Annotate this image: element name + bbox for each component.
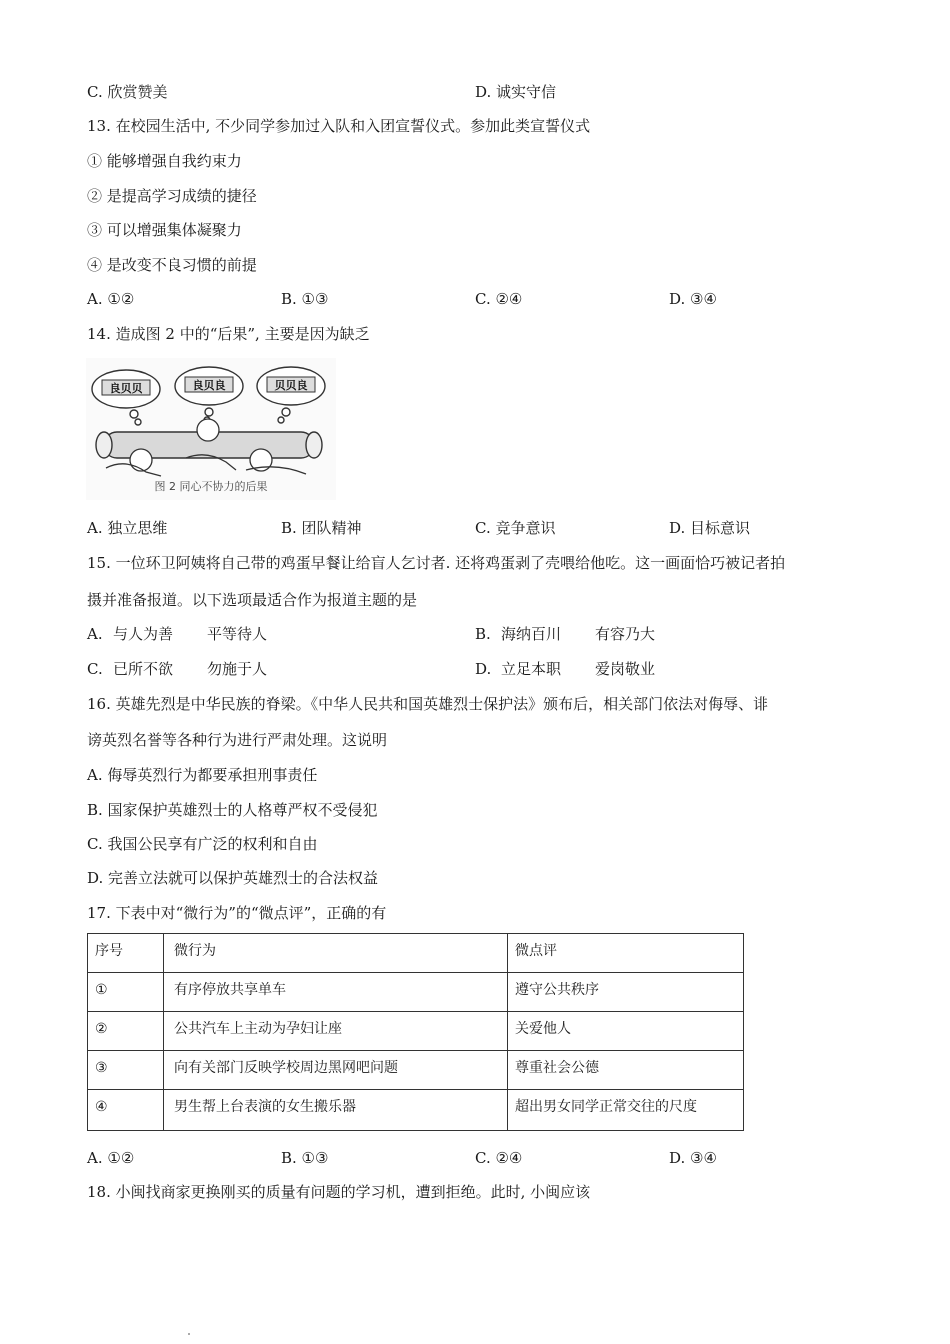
option-key: C.	[87, 660, 103, 678]
table-cell: 关爱他人	[508, 1012, 744, 1051]
q14-figure	[86, 358, 336, 500]
table-cell: 向有关部门反映学校周边黑网吧问题	[164, 1051, 508, 1090]
q17-option-c: C. ②④	[475, 1149, 523, 1167]
q13-option-b: B. ①③	[281, 290, 329, 308]
table-header-cell: 微点评	[508, 934, 744, 973]
q14-option-d: D. 目标意识	[669, 519, 751, 537]
q16-stem-line2: 谤英烈名誉等各种行为进行严肃处理。这说明	[87, 731, 388, 749]
table-cell: 遵守公共秩序	[508, 973, 744, 1012]
q17-table	[87, 933, 744, 1131]
cartoon-illustration	[86, 358, 336, 500]
option-text: 有容乃大	[595, 625, 656, 643]
table-row	[88, 1051, 744, 1090]
q13-option-c: C. ②④	[475, 290, 523, 308]
q15-stem-line1: 15. 一位环卫阿姨将自己带的鸡蛋早餐让给盲人乞讨者. 还将鸡蛋剥了壳喂给他吃。这一画面恰巧被记者拍	[87, 554, 786, 572]
option-key: B.	[475, 625, 491, 643]
q12-option-d: D. 诚实守信	[475, 83, 557, 101]
q14-stem: 14. 造成图 2 中的“后果”, 主要是因为缺乏	[87, 325, 370, 343]
option-text: 平等待人	[207, 625, 268, 643]
q17-option-d: D. ③④	[669, 1149, 717, 1167]
q14-option-c: C. 竞争意识	[475, 519, 556, 537]
q13-item: ③ 可以增强集体凝聚力	[87, 221, 242, 239]
q13-option-d: D. ③④	[669, 290, 717, 308]
q15-option-a	[87, 624, 267, 644]
option-key: D.	[475, 660, 492, 678]
bubble-text: 贝贝良	[274, 379, 308, 392]
q13-item: ② 是提高学习成绩的捷径	[87, 187, 257, 205]
option-text: 立足本职	[501, 660, 562, 678]
table-cell: ④	[88, 1090, 164, 1131]
bubble-text: 良贝贝	[109, 382, 143, 395]
option-text: 海纳百川	[501, 625, 562, 643]
option-text: 已所不欲	[113, 660, 174, 678]
option-key: A.	[87, 625, 103, 643]
table-header-row	[88, 934, 744, 973]
table-cell: 尊重社会公德	[508, 1051, 744, 1090]
table-cell: ①	[88, 973, 164, 1012]
q12-option-c: C. 欣赏赞美	[87, 83, 168, 101]
q14-option-a: A. 独立思维	[87, 519, 168, 537]
q17-option-b: B. ①③	[281, 1149, 329, 1167]
q17-option-a: A. ①②	[87, 1149, 135, 1167]
q14-option-b: B. 团队精神	[281, 519, 362, 537]
q18-stem: 18. 小闽找商家更换刚买的质量有问题的学习机，遭到拒绝。此时, 小闽应该	[87, 1183, 591, 1201]
q15-option-d	[475, 659, 655, 679]
q16-stem-line1: 16. 英雄先烈是中华民族的脊梁。《中华人民共和国英雄烈士保护法》颁布后，相关部门依法对侮辱、诽	[87, 695, 769, 713]
q16-option-d: D. 完善立法就可以保护英雄烈士的合法权益	[87, 869, 379, 887]
page-mark	[188, 1333, 190, 1335]
q16-option-a: A. 侮辱英烈行为都要承担刑事责任	[87, 766, 318, 784]
table-cell: ②	[88, 1012, 164, 1051]
table-row	[88, 1090, 744, 1131]
q17-stem: 17. 下表中对“微行为”的“微点评”，正确的有	[87, 904, 387, 922]
option-text: 勿施于人	[207, 660, 268, 678]
table-row	[88, 1012, 744, 1051]
table-cell: 公共汽车上主动为孕妇让座	[164, 1012, 508, 1051]
q13-option-a: A. ①②	[87, 290, 135, 308]
q13-item: ① 能够增强自我约束力	[87, 152, 242, 170]
table-cell: 有序停放共享单车	[164, 973, 508, 1012]
option-text: 与人为善	[113, 625, 174, 643]
table-cell: ③	[88, 1051, 164, 1090]
table-cell: 男生帮上台表演的女生搬乐器	[164, 1090, 508, 1131]
q13-stem: 13. 在校园生活中, 不少同学参加过入队和入团宣誓仪式。参加此类宣誓仪式	[87, 117, 591, 135]
q15-option-b	[475, 624, 655, 644]
table-header-cell: 微行为	[164, 934, 508, 973]
q15-option-c	[87, 659, 267, 679]
q15-stem-line2: 摄并准备报道。以下选项最适合作为报道主题的是	[87, 591, 418, 609]
bubble-text: 良贝良	[192, 379, 226, 392]
q13-item: ④ 是改变不良习惯的前提	[87, 256, 257, 274]
figure-caption: 图 2 同心不协力的后果	[154, 480, 268, 493]
table-row	[88, 973, 744, 1012]
q16-option-c: C. 我国公民享有广泛的权利和自由	[87, 835, 318, 853]
option-text: 爱岗敬业	[595, 660, 656, 678]
table-header-cell: 序号	[88, 934, 164, 973]
table-cell: 超出男女同学正常交往的尺度	[508, 1090, 744, 1131]
q16-option-b: B. 国家保护英雄烈士的人格尊严权不受侵犯	[87, 801, 378, 819]
